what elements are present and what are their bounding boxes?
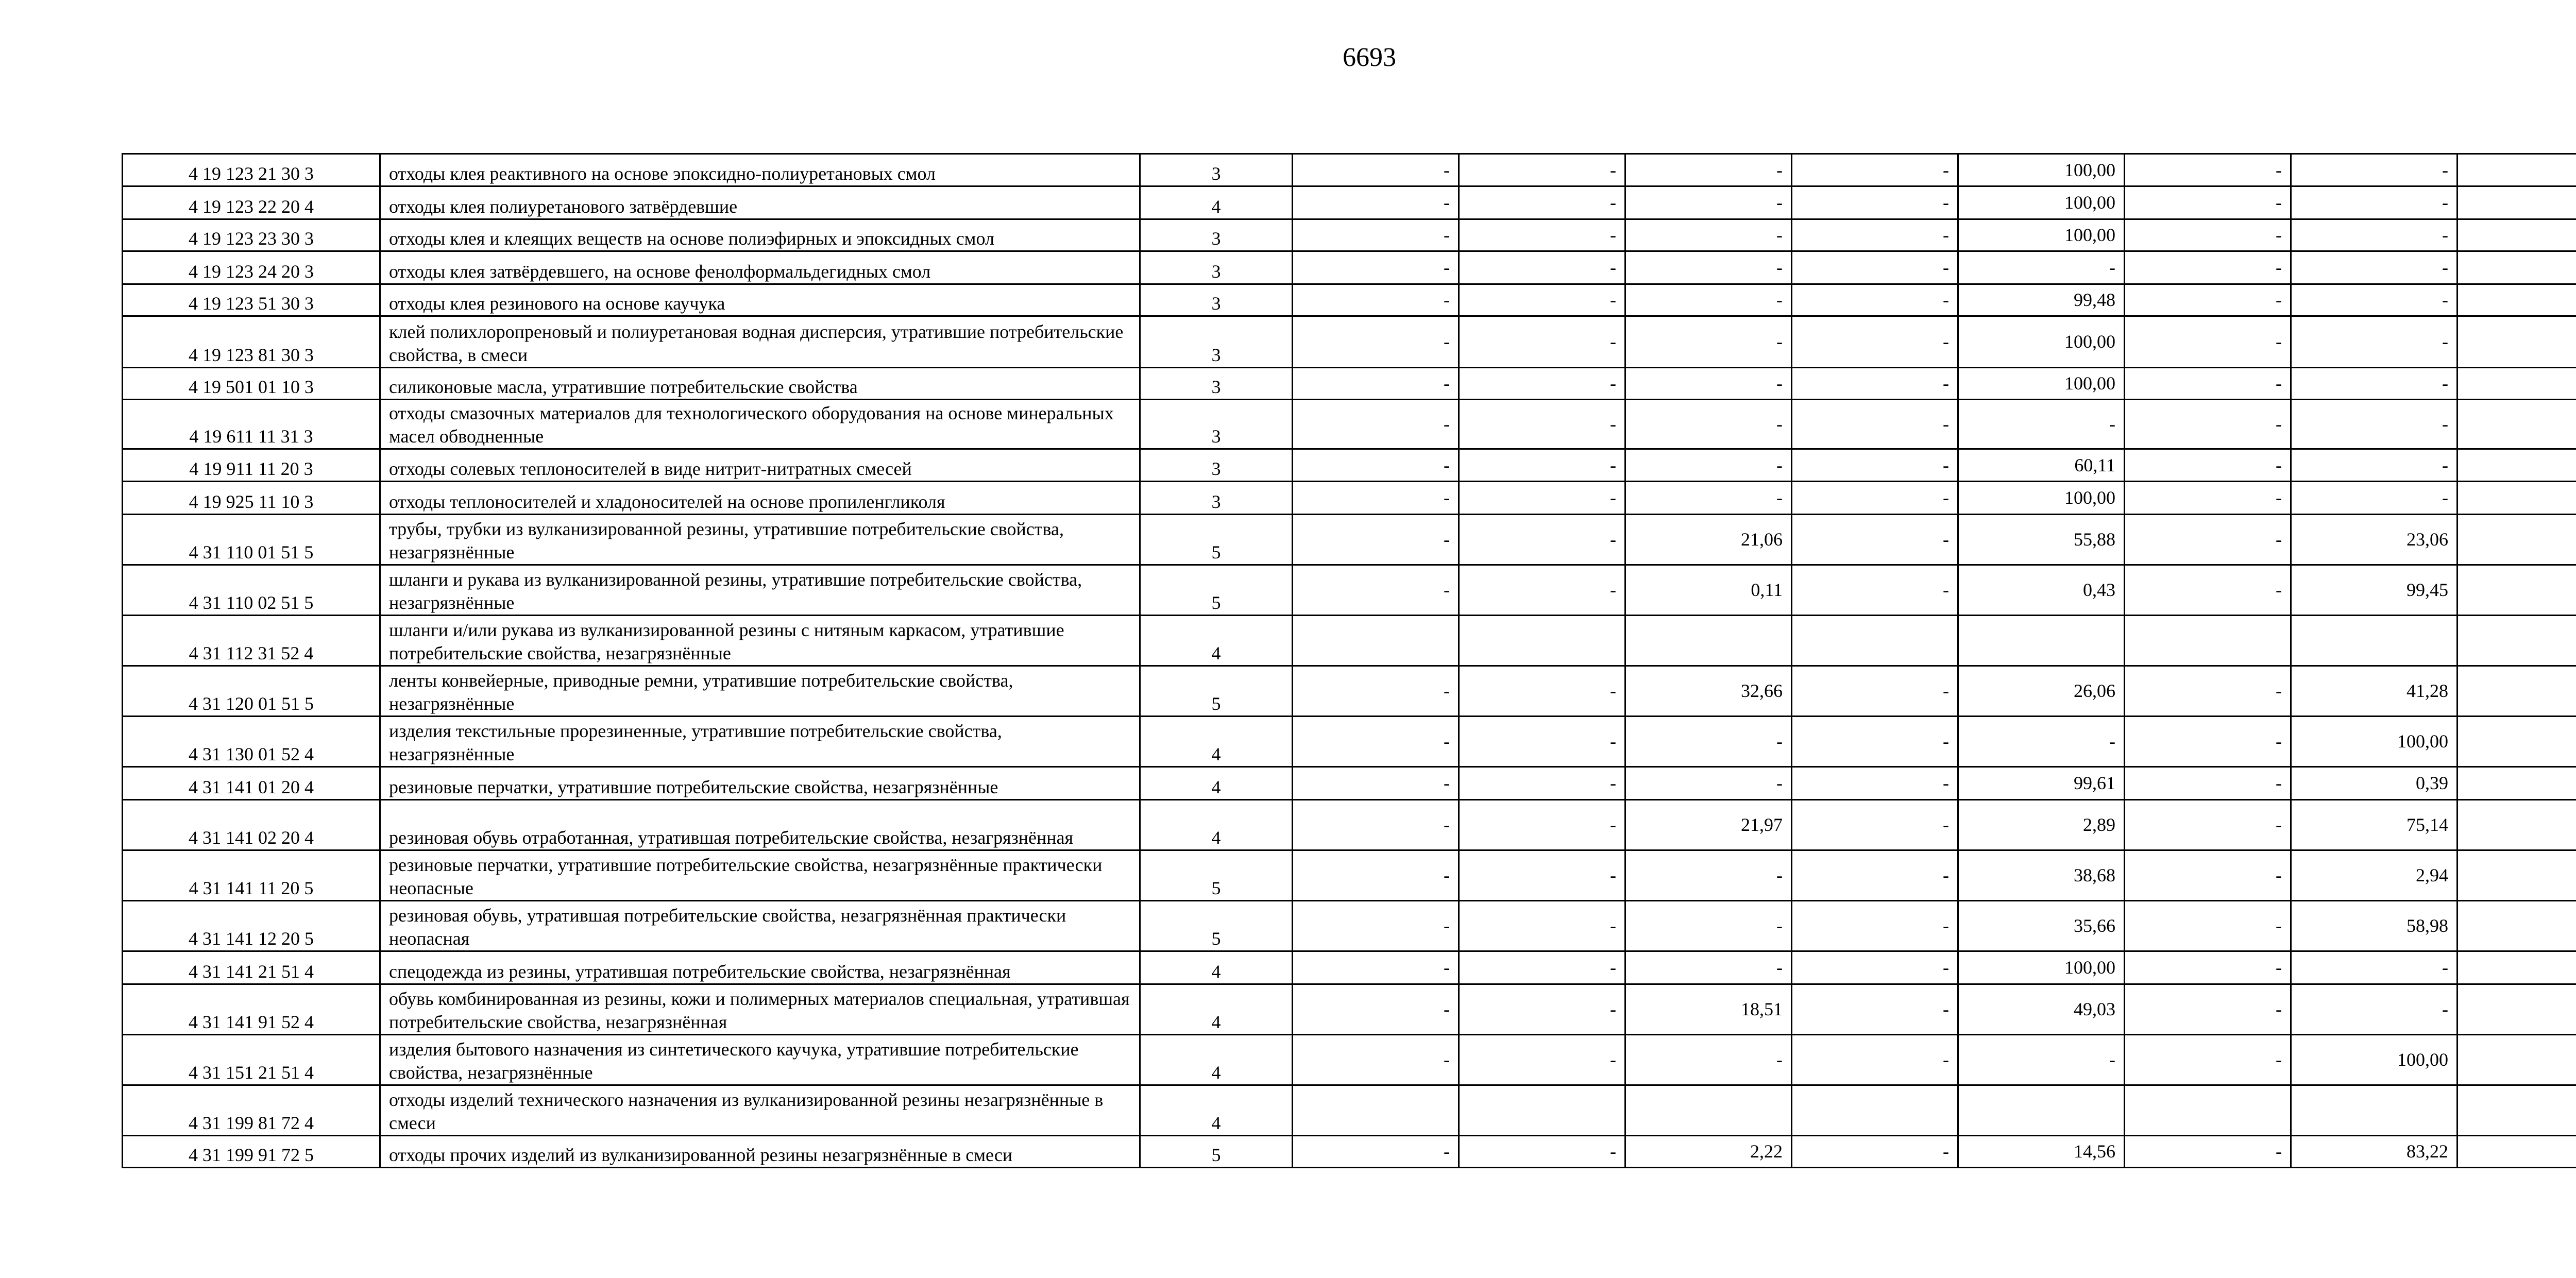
hazard-class-cell: 4 (1140, 1085, 1293, 1136)
table-row (123, 666, 2576, 717)
value-cell: - (2291, 251, 2458, 284)
value-cell: - (1625, 1035, 1792, 1085)
value-cell: - (1792, 284, 1958, 316)
hazard-class-cell: 4 (1140, 1035, 1293, 1085)
value-cell: - (2125, 901, 2291, 951)
value-cell (2458, 666, 2576, 717)
value-cell: - (1459, 449, 1625, 482)
table-row (123, 616, 2576, 666)
value-cell: 0,43 (1958, 565, 2125, 616)
waste-code-cell: 4 31 199 81 72 4 (123, 1085, 380, 1136)
value-cell: - (1792, 251, 1958, 284)
waste-name-cell: силиконовые масла, утратившие потребительские свойства (380, 368, 1140, 400)
value-cell: - (1625, 449, 1792, 482)
value-cell: - (2125, 515, 2291, 565)
value-cell: 99,61 (1958, 767, 2125, 800)
hazard-class-cell: 5 (1140, 901, 1293, 951)
value-cell: - (2125, 800, 2291, 850)
waste-code-cell: 4 31 151 21 51 4 (123, 1035, 380, 1085)
value-cell: - (2291, 154, 2458, 186)
value-cell (2458, 515, 2576, 565)
value-cell: 100,00 (1958, 368, 2125, 400)
value-cell: - (2291, 368, 2458, 400)
value-cell: - (2125, 219, 2291, 251)
value-cell: - (1459, 284, 1625, 316)
value-cell: - (1293, 284, 1459, 316)
value-cell: - (1459, 666, 1625, 717)
value-cell: - (1792, 850, 1958, 901)
waste-composition-table (122, 153, 2576, 1168)
table-row (123, 400, 2576, 449)
value-cell (2458, 616, 2576, 666)
waste-code-cell: 4 19 123 21 30 3 (123, 154, 380, 186)
value-cell: - (1459, 316, 1625, 368)
value-cell (2458, 1035, 2576, 1085)
value-cell: 18,51 (1625, 984, 1792, 1035)
table-row (123, 800, 2576, 850)
value-cell: 100,00 (1958, 482, 2125, 515)
value-cell: - (1459, 154, 1625, 186)
value-cell (1792, 1085, 1958, 1136)
table-row (123, 219, 2576, 251)
waste-code-cell: 4 31 141 21 51 4 (123, 951, 380, 984)
waste-name-cell: отходы клея резинового на основе каучука (380, 284, 1140, 316)
value-cell: - (1792, 482, 1958, 515)
table-row (123, 284, 2576, 316)
value-cell: - (2125, 850, 2291, 901)
hazard-class-cell: 3 (1140, 482, 1293, 515)
table-row (123, 515, 2576, 565)
value-cell: - (1293, 251, 1459, 284)
value-cell: - (1293, 482, 1459, 515)
value-cell: 99,45 (2291, 565, 2458, 616)
value-cell: - (1625, 186, 1792, 219)
value-cell: 55,88 (1958, 515, 2125, 565)
value-cell: - (1293, 316, 1459, 368)
value-cell: 2,22 (1625, 1136, 1792, 1168)
value-cell: - (2125, 251, 2291, 284)
value-cell: 41,28 (2291, 666, 2458, 717)
table-row (123, 186, 2576, 219)
hazard-class-cell: 4 (1140, 186, 1293, 219)
value-cell: - (1293, 666, 1459, 717)
table-row (123, 767, 2576, 800)
value-cell: - (2291, 219, 2458, 251)
value-cell: - (1293, 219, 1459, 251)
value-cell: - (1459, 1136, 1625, 1168)
table-row (123, 1035, 2576, 1085)
waste-code-cell: 4 31 141 11 20 5 (123, 850, 380, 901)
value-cell: - (1459, 1035, 1625, 1085)
waste-name-cell: отходы изделий технического назначения из вулканизированной резины незагрязнённые в смеси (380, 1085, 1140, 1136)
value-cell: - (1625, 368, 1792, 400)
value-cell: - (2291, 284, 2458, 316)
waste-name-cell: отходы теплоносителей и хладоносителей на основе пропиленгликоля (380, 482, 1140, 515)
value-cell: 32,66 (1625, 666, 1792, 717)
waste-code-cell: 4 19 925 11 10 3 (123, 482, 380, 515)
value-cell: 2,94 (2291, 850, 2458, 901)
value-cell: - (1792, 951, 1958, 984)
value-cell: - (1625, 901, 1792, 951)
table-row (123, 565, 2576, 616)
value-cell: 100,00 (1958, 186, 2125, 219)
waste-name-cell: спецодежда из резины, утратившая потребительские свойства, незагрязнённая (380, 951, 1140, 984)
value-cell (1459, 1085, 1625, 1136)
value-cell (2458, 1085, 2576, 1136)
value-cell: - (1792, 219, 1958, 251)
waste-code-cell: 4 31 112 31 52 4 (123, 616, 380, 666)
value-cell: - (1293, 1035, 1459, 1085)
value-cell: 100,00 (1958, 316, 2125, 368)
hazard-class-cell: 3 (1140, 154, 1293, 186)
waste-name-cell: изделия бытового назначения из синтетического каучука, утратившие потребительские свойства, незагрязнённые (380, 1035, 1140, 1085)
value-cell: - (1459, 368, 1625, 400)
waste-code-cell: 4 31 110 01 51 5 (123, 515, 380, 565)
value-cell: 83,22 (2291, 1136, 2458, 1168)
value-cell: - (1792, 316, 1958, 368)
waste-name-cell: отходы смазочных материалов для технологического оборудования на основе минеральных масел обводненные (380, 400, 1140, 449)
value-cell (2458, 565, 2576, 616)
value-cell: - (2125, 400, 2291, 449)
value-cell: - (1459, 251, 1625, 284)
value-cell: - (1459, 400, 1625, 449)
value-cell: - (1958, 1035, 2125, 1085)
waste-code-cell: 4 19 123 24 20 3 (123, 251, 380, 284)
waste-name-cell: шланги и/или рукава из вулканизированной резины с нитяным каркасом, утратившие потребительские свойства, незагрязнённые (380, 616, 1140, 666)
hazard-class-cell: 4 (1140, 800, 1293, 850)
value-cell: - (1792, 368, 1958, 400)
value-cell (2458, 400, 2576, 449)
waste-code-cell: 4 31 141 01 20 4 (123, 767, 380, 800)
value-cell: - (2291, 400, 2458, 449)
hazard-class-cell: 5 (1140, 1136, 1293, 1168)
value-cell: - (2125, 1136, 2291, 1168)
value-cell (2291, 616, 2458, 666)
waste-name-cell: изделия текстильные прорезиненные, утратившие потребительские свойства, незагрязнённые (380, 717, 1140, 767)
hazard-class-cell: 3 (1140, 219, 1293, 251)
page-number: 6693 (1343, 43, 1396, 72)
value-cell: - (1459, 800, 1625, 850)
waste-code-cell: 4 31 141 91 52 4 (123, 984, 380, 1035)
value-cell: - (1792, 565, 1958, 616)
value-cell: - (2125, 717, 2291, 767)
hazard-class-cell: 5 (1140, 515, 1293, 565)
value-cell (2458, 901, 2576, 951)
value-cell: - (1459, 951, 1625, 984)
waste-code-cell: 4 19 501 01 10 3 (123, 368, 380, 400)
hazard-class-cell: 3 (1140, 316, 1293, 368)
value-cell (2458, 316, 2576, 368)
value-cell: - (1459, 717, 1625, 767)
value-cell (1293, 616, 1459, 666)
value-cell: - (1792, 666, 1958, 717)
value-cell: - (1293, 800, 1459, 850)
value-cell: - (2125, 666, 2291, 717)
value-cell: - (2125, 154, 2291, 186)
value-cell: - (2125, 565, 2291, 616)
waste-name-cell: резиновые перчатки, утратившие потребительские свойства, незагрязнённые (380, 767, 1140, 800)
value-cell: - (1459, 186, 1625, 219)
value-cell: 100,00 (1958, 951, 2125, 984)
table-row (123, 717, 2576, 767)
value-cell (2291, 1085, 2458, 1136)
value-cell (2458, 951, 2576, 984)
value-cell (1958, 1085, 2125, 1136)
value-cell (2458, 1136, 2576, 1168)
value-cell: - (1293, 515, 1459, 565)
value-cell: - (1459, 565, 1625, 616)
value-cell: - (2291, 316, 2458, 368)
value-cell: 21,97 (1625, 800, 1792, 850)
waste-code-cell: 4 19 123 81 30 3 (123, 316, 380, 368)
waste-name-cell: резиновая обувь отработанная, утратившая потребительские свойства, незагрязнённая (380, 800, 1140, 850)
value-cell: - (1293, 951, 1459, 984)
value-cell: - (1625, 316, 1792, 368)
value-cell: - (1792, 1035, 1958, 1085)
waste-code-cell: 4 19 611 11 31 3 (123, 400, 380, 449)
value-cell (2458, 368, 2576, 400)
waste-code-cell: 4 19 911 11 20 3 (123, 449, 380, 482)
value-cell: 23,06 (2291, 515, 2458, 565)
value-cell: - (2291, 186, 2458, 219)
table-row (123, 901, 2576, 951)
value-cell: - (2291, 482, 2458, 515)
value-cell: - (1792, 717, 1958, 767)
value-cell: - (1459, 901, 1625, 951)
value-cell (2458, 984, 2576, 1035)
value-cell: - (1792, 154, 1958, 186)
value-cell (2458, 449, 2576, 482)
value-cell: - (1293, 767, 1459, 800)
value-cell: - (1459, 482, 1625, 515)
value-cell: - (1792, 400, 1958, 449)
value-cell (2458, 154, 2576, 186)
waste-code-cell: 4 31 199 91 72 5 (123, 1136, 380, 1168)
value-cell: - (1293, 984, 1459, 1035)
value-cell: 100,00 (1958, 219, 2125, 251)
waste-name-cell: клей полихлоропреновый и полиуретановая водная дисперсия, утратившие потребительские свойства, в смеси (380, 316, 1140, 368)
waste-code-cell: 4 19 123 23 30 3 (123, 219, 380, 251)
hazard-class-cell: 3 (1140, 251, 1293, 284)
value-cell: - (2125, 951, 2291, 984)
value-cell: 26,06 (1958, 666, 2125, 717)
value-cell: 75,14 (2291, 800, 2458, 850)
hazard-class-cell: 5 (1140, 666, 1293, 717)
value-cell (2458, 482, 2576, 515)
value-cell: - (1625, 251, 1792, 284)
table-row (123, 449, 2576, 482)
value-cell: 100,00 (1958, 154, 2125, 186)
value-cell: - (1792, 449, 1958, 482)
value-cell: - (1792, 984, 1958, 1035)
value-cell: - (1293, 368, 1459, 400)
table-row (123, 1085, 2576, 1136)
value-cell (2125, 1085, 2291, 1136)
hazard-class-cell: 5 (1140, 850, 1293, 901)
value-cell: - (1293, 186, 1459, 219)
waste-name-cell: отходы клея полиуретанового затвёрдевшие (380, 186, 1140, 219)
hazard-class-cell: 3 (1140, 368, 1293, 400)
value-cell: 0,39 (2291, 767, 2458, 800)
hazard-class-cell: 4 (1140, 767, 1293, 800)
value-cell: - (2291, 951, 2458, 984)
value-cell (1625, 1085, 1792, 1136)
value-cell: - (1293, 400, 1459, 449)
value-cell (2458, 284, 2576, 316)
value-cell: - (1958, 251, 2125, 284)
waste-name-cell: отходы клея и клеящих веществ на основе полиэфирных и эпоксидных смол (380, 219, 1140, 251)
waste-name-cell: шланги и рукава из вулканизированной резины, утратившие потребительские свойства, незагрязнённые (380, 565, 1140, 616)
value-cell: - (1293, 850, 1459, 901)
value-cell (2458, 767, 2576, 800)
value-cell: - (1792, 186, 1958, 219)
value-cell: - (1293, 449, 1459, 482)
value-cell: - (2125, 368, 2291, 400)
value-cell: - (1792, 767, 1958, 800)
table-row (123, 984, 2576, 1035)
value-cell: - (1625, 850, 1792, 901)
waste-code-cell: 4 19 123 22 20 4 (123, 186, 380, 219)
value-cell: 0,11 (1625, 565, 1792, 616)
waste-name-cell: обувь комбинированная из резины, кожи и полимерных материалов специальная, утратившая потребительские свойства, незагрязнённая (380, 984, 1140, 1035)
value-cell: - (1958, 717, 2125, 767)
value-cell (1293, 1085, 1459, 1136)
value-cell: - (1459, 984, 1625, 1035)
table-row (123, 251, 2576, 284)
waste-name-cell: резиновая обувь, утратившая потребительские свойства, незагрязнённая практически неопасная (380, 901, 1140, 951)
waste-name-cell: отходы прочих изделий из вулканизированной резины незагрязнённые в смеси (380, 1136, 1140, 1168)
value-cell: - (1792, 901, 1958, 951)
value-cell (2458, 251, 2576, 284)
hazard-class-cell: 3 (1140, 284, 1293, 316)
value-cell: 38,68 (1958, 850, 2125, 901)
value-cell (2458, 850, 2576, 901)
value-cell: - (2125, 284, 2291, 316)
waste-code-cell: 4 31 130 01 52 4 (123, 717, 380, 767)
value-cell (2458, 219, 2576, 251)
value-cell: - (1625, 767, 1792, 800)
value-cell (1958, 616, 2125, 666)
value-cell: 60,11 (1958, 449, 2125, 482)
hazard-class-cell: 3 (1140, 449, 1293, 482)
value-cell: - (1459, 850, 1625, 901)
waste-code-cell: 4 31 110 02 51 5 (123, 565, 380, 616)
value-cell: - (2291, 984, 2458, 1035)
value-cell: 99,48 (1958, 284, 2125, 316)
value-cell (1625, 616, 1792, 666)
hazard-class-cell: 4 (1140, 951, 1293, 984)
value-cell: - (1958, 400, 2125, 449)
value-cell: 21,06 (1625, 515, 1792, 565)
value-cell: - (1792, 515, 1958, 565)
value-cell: 49,03 (1958, 984, 2125, 1035)
value-cell: 14,56 (1958, 1136, 2125, 1168)
value-cell: - (1293, 717, 1459, 767)
waste-code-cell: 4 19 123 51 30 3 (123, 284, 380, 316)
value-cell: - (2125, 482, 2291, 515)
table-row (123, 368, 2576, 400)
hazard-class-cell: 4 (1140, 616, 1293, 666)
value-cell: 58,98 (2291, 901, 2458, 951)
value-cell (2458, 800, 2576, 850)
value-cell (1459, 616, 1625, 666)
value-cell: - (2125, 767, 2291, 800)
value-cell: - (1459, 219, 1625, 251)
waste-name-cell: отходы солевых теплоносителей в виде нитрит-нитратных смесей (380, 449, 1140, 482)
table-row (123, 850, 2576, 901)
waste-name-cell: отходы клея реактивного на основе эпоксидно-полиуретановых смол (380, 154, 1140, 186)
value-cell (1792, 616, 1958, 666)
value-cell: - (1625, 951, 1792, 984)
value-cell: - (2125, 186, 2291, 219)
value-cell: 100,00 (2291, 1035, 2458, 1085)
value-cell: - (1293, 565, 1459, 616)
value-cell: 35,66 (1958, 901, 2125, 951)
waste-code-cell: 4 31 120 01 51 5 (123, 666, 380, 717)
value-cell: - (2125, 984, 2291, 1035)
value-cell: 100,00 (2291, 717, 2458, 767)
value-cell (2458, 717, 2576, 767)
hazard-class-cell: 5 (1140, 565, 1293, 616)
waste-name-cell: отходы клея затвёрдевшего, на основе фенолформальдегидных смол (380, 251, 1140, 284)
value-cell (2458, 186, 2576, 219)
value-cell: - (1625, 400, 1792, 449)
value-cell: - (1293, 901, 1459, 951)
waste-name-cell: трубы, трубки из вулканизированной резины, утратившие потребительские свойства, незагрязнённые (380, 515, 1140, 565)
waste-name-cell: резиновые перчатки, утратившие потребительские свойства, незагрязнённые практически неопасные (380, 850, 1140, 901)
value-cell: - (1459, 767, 1625, 800)
value-cell: - (2125, 316, 2291, 368)
waste-name-cell: ленты конвейерные, приводные ремни, утратившие потребительские свойства, незагрязнённые (380, 666, 1140, 717)
value-cell: - (1625, 717, 1792, 767)
value-cell: - (1625, 482, 1792, 515)
value-cell: - (1625, 154, 1792, 186)
hazard-class-cell: 4 (1140, 984, 1293, 1035)
value-cell: - (2125, 1035, 2291, 1085)
table-row (123, 951, 2576, 984)
value-cell: - (1792, 800, 1958, 850)
value-cell: - (1293, 154, 1459, 186)
value-cell: - (2291, 449, 2458, 482)
hazard-class-cell: 3 (1140, 400, 1293, 449)
table-row (123, 1136, 2576, 1168)
value-cell: 2,89 (1958, 800, 2125, 850)
value-cell: - (1293, 1136, 1459, 1168)
value-cell: - (2125, 449, 2291, 482)
value-cell: - (1792, 1136, 1958, 1168)
table-row (123, 316, 2576, 368)
table-row (123, 482, 2576, 515)
value-cell: - (1625, 284, 1792, 316)
hazard-class-cell: 4 (1140, 717, 1293, 767)
table-row (123, 154, 2576, 186)
waste-code-cell: 4 31 141 02 20 4 (123, 800, 380, 850)
value-cell: - (1625, 219, 1792, 251)
waste-code-cell: 4 31 141 12 20 5 (123, 901, 380, 951)
value-cell: - (1459, 515, 1625, 565)
value-cell (2125, 616, 2291, 666)
